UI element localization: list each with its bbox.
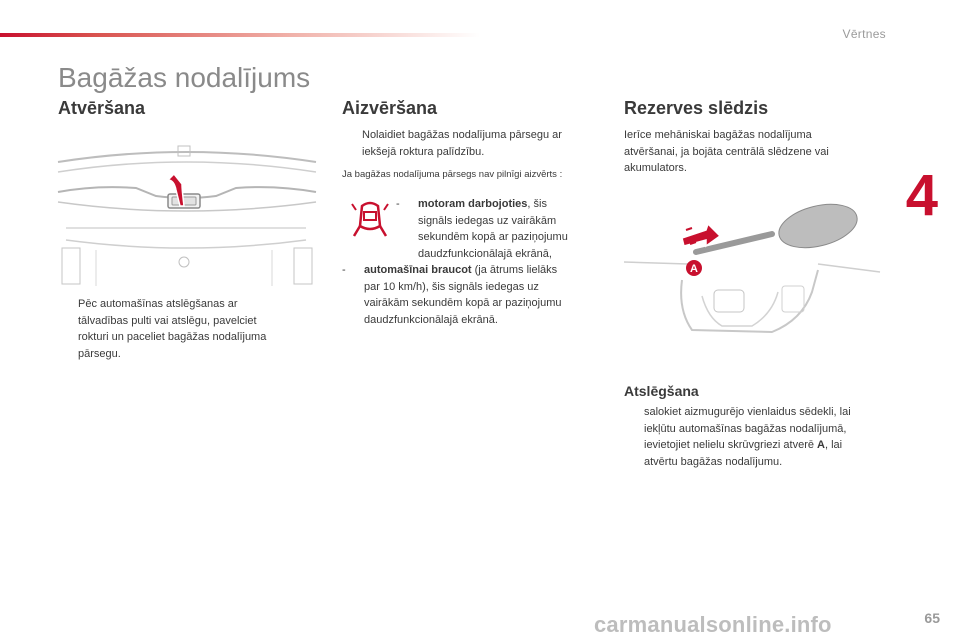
bullet-opening: Pēc automašīnas atslēgšanas ar tālvadības pulti vai atslēgu, pavelciet rokturi un paceliet bagāžas nodalījuma pārsegu. bbox=[78, 298, 267, 360]
page-title: Bagāžas nodalījums bbox=[58, 62, 311, 93]
tailgate-handle-illustration bbox=[56, 140, 318, 288]
bullet-closing: Nolaidiet bagāžas nodalījuma pārsegu ar iekšejā roktura palīdzību. bbox=[362, 129, 562, 158]
section-name: Vērtnes bbox=[842, 27, 886, 41]
list-item-vehicle-moving: - automašīnai braucot (ja ātrums lielāks par 10 km/h), šis signāls iedegas uz vairākām sekundēm kopā ar paziņojumu daudzfunkcionālajā ekrānā. bbox=[342, 264, 562, 326]
bullet-fold-seat: salokiet aizmugurējo vienlaidus sēdekli, lai iekļūtu automašīnas bagāžas nodalījumā, bbox=[644, 406, 851, 435]
header-accent-bar bbox=[0, 33, 480, 37]
bullet-insert-screwdriver: ievietojiet nelielu skrūvgriezi atverē A, lai atvērtu bagāžas nodalījumu. bbox=[644, 439, 843, 468]
heading-closing: Aizvēršana bbox=[342, 98, 438, 118]
intro-emergency-control: Ierīce mehāniskai bagāžas nodalījuma atvēršanai, ja bojāta centrālā slēdzene vai akumulators. bbox=[624, 129, 829, 174]
watermark: carmanualsonline.info bbox=[594, 612, 832, 637]
page-number: 65 bbox=[924, 610, 940, 626]
list-item-engine-running: - motoram darbojoties, šis signāls iedegas uz vairākām sekundēm kopā ar paziņojumu daudzfunkcionālajā ekrānā, bbox=[396, 198, 568, 260]
heading-emergency-control: Rezerves slēdzis bbox=[624, 98, 769, 118]
callout-label-a: A bbox=[690, 263, 698, 275]
heading-unlocking: Atslēgšana bbox=[624, 383, 699, 399]
heading-opening: Atvēršana bbox=[58, 98, 146, 118]
emergency-release-illustration bbox=[622, 200, 884, 338]
note-open-trunk: Ja bagāžas nodalījuma pārsegs nav pilnīgi aizvērts : bbox=[342, 169, 563, 180]
chapter-number: 4 bbox=[905, 163, 938, 228]
open-trunk-warning-icon bbox=[350, 196, 390, 240]
